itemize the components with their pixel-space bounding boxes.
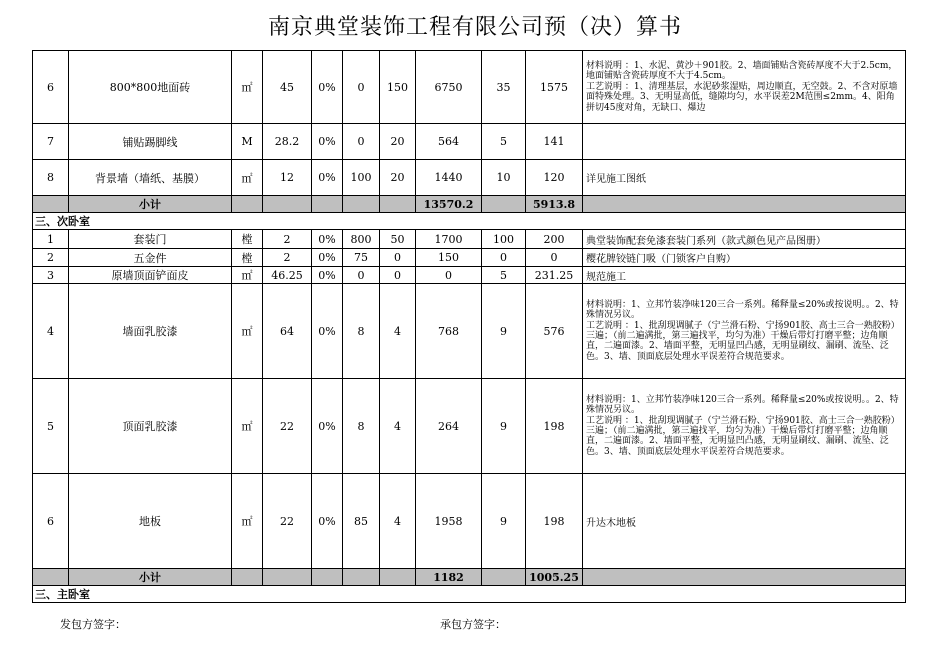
cell-labor-total: 141 <box>526 124 583 160</box>
cell-note: 典堂装饰配套免漆套装门系列（款式颜色见产品图册） <box>583 230 906 249</box>
cell-loss: 0% <box>312 267 343 284</box>
cell-unit-price: 50 <box>380 230 416 249</box>
section-header <box>33 586 906 603</box>
cell-note: 材料说明：1、立邦竹装净味120三合一系列。稀释量≤20%或按说明。。2、特殊情况另议。 工艺说明 ：1、批刮现调腻子（宁兰滑石粉、宁扬901胶、高士三合一熟胶粉）三遍；（前二遍满批，第三遍找平，均匀为准）干燥后带灯打磨平整；边角顺直，二遍面漆。2、墙面平整，无明显凹凸感，无明显刷纹、漏刷、流坠、泛色。3、墙、顶面底层处理水平误差符合规范要求。 <box>583 379 906 474</box>
cell-unit-price: 20 <box>380 160 416 196</box>
cell-material-price: 0 <box>343 51 380 124</box>
table-row <box>33 284 906 379</box>
table-row <box>33 160 906 196</box>
cell-note: 规范施工 <box>583 267 906 284</box>
subtotal-total: 13570.2 <box>416 196 482 213</box>
table-row <box>33 267 906 284</box>
budget-table <box>32 50 906 603</box>
cell-item-name: 套装门 <box>69 230 232 249</box>
subtotal-label: 小计 <box>69 569 232 586</box>
cell-no: 6 <box>33 474 69 569</box>
cell-loss: 0% <box>312 160 343 196</box>
cell-unit: ㎡ <box>232 474 263 569</box>
cell-labor-total: 1575 <box>526 51 583 124</box>
cell-no: 5 <box>33 379 69 474</box>
cell-item-name: 铺贴踢脚线 <box>69 124 232 160</box>
cell-loss: 0% <box>312 379 343 474</box>
table-row <box>33 474 906 569</box>
cell-no: 8 <box>33 160 69 196</box>
cell-labor-price: 10 <box>482 160 526 196</box>
cell-unit-price: 150 <box>380 51 416 124</box>
cell-note: 升达木地板 <box>583 474 906 569</box>
cell-quantity: 12 <box>263 160 312 196</box>
cell-total: 564 <box>416 124 482 160</box>
cell-total: 6750 <box>416 51 482 124</box>
cell-unit: ㎡ <box>232 379 263 474</box>
cell-quantity: 28.2 <box>263 124 312 160</box>
cell-labor-total: 200 <box>526 230 583 249</box>
section-title: 三、主卧室 <box>33 586 906 603</box>
cell-item-name: 五金件 <box>69 249 232 267</box>
cell-no: 7 <box>33 124 69 160</box>
cell-material-price: 0 <box>343 267 380 284</box>
cell-unit: M <box>232 124 263 160</box>
cell-labor-price: 100 <box>482 230 526 249</box>
subtotal-labor-total: 5913.8 <box>526 196 583 213</box>
cell-labor-total: 120 <box>526 160 583 196</box>
cell-note <box>583 124 906 160</box>
cell-material-price: 85 <box>343 474 380 569</box>
cell-unit-price: 4 <box>380 284 416 379</box>
cell-note: 樱花牌铰链门吸（门锁客户自购） <box>583 249 906 267</box>
cell-loss: 0% <box>312 124 343 160</box>
table-row <box>33 230 906 249</box>
cell-labor-total: 198 <box>526 379 583 474</box>
cell-unit: ㎡ <box>232 51 263 124</box>
cell-material-price: 800 <box>343 230 380 249</box>
cell-material-price: 75 <box>343 249 380 267</box>
cell-loss: 0% <box>312 474 343 569</box>
party-a-signature: 发包方签字： <box>60 618 126 631</box>
cell-quantity: 2 <box>263 230 312 249</box>
cell-loss: 0% <box>312 230 343 249</box>
cell-labor-price: 35 <box>482 51 526 124</box>
cell-note: 材料说明 ：1、水泥、黄沙＋901胶。2、墙面铺贴含瓷砖厚度不大于2.5cm，地面铺贴含瓷砖厚度不大于4.5cm。 工艺说明 ：1、清理基层，水泥砂浆湿贴，周边顺直，无空鼓。2、不含对原墙面特殊处理。3、无明显高低，缝隙均匀，水平误差2M范围≤2mm。4、阳角拼切45度对角，无缺口、爆边 <box>583 51 906 124</box>
cell-quantity: 46.25 <box>263 267 312 284</box>
cell-note: 详见施工图纸 <box>583 160 906 196</box>
subtotal-labor-total: 1005.25 <box>526 569 583 586</box>
cell-labor-total: 231.25 <box>526 267 583 284</box>
cell-no: 2 <box>33 249 69 267</box>
cell-material-price: 0 <box>343 124 380 160</box>
subtotal-row <box>33 196 906 213</box>
cell-labor-total: 0 <box>526 249 583 267</box>
cell-unit: 樘 <box>232 230 263 249</box>
document-title: 南京典堂装饰工程有限公司预（决）算书 <box>267 15 682 40</box>
cell-material-price: 100 <box>343 160 380 196</box>
cell-item-name: 800*800地面砖 <box>69 51 232 124</box>
subtotal-label: 小计 <box>69 196 232 213</box>
cell-item-name: 顶面乳胶漆 <box>69 379 232 474</box>
cell-quantity: 64 <box>263 284 312 379</box>
cell-quantity: 22 <box>263 474 312 569</box>
subtotal-total: 1182 <box>416 569 482 586</box>
cell-no: 6 <box>33 51 69 124</box>
cell-unit-price: 0 <box>380 249 416 267</box>
cell-no: 4 <box>33 284 69 379</box>
table-row <box>33 124 906 160</box>
cell-total: 150 <box>416 249 482 267</box>
cell-labor-price: 9 <box>482 284 526 379</box>
cell-total: 1440 <box>416 160 482 196</box>
cell-labor-price: 5 <box>482 267 526 284</box>
cell-no: 1 <box>33 230 69 249</box>
party-b-signature: 承包方签字： <box>440 618 506 631</box>
cell-labor-price: 9 <box>482 474 526 569</box>
cell-quantity: 22 <box>263 379 312 474</box>
cell-labor-total: 198 <box>526 474 583 569</box>
cell-loss: 0% <box>312 284 343 379</box>
section-title: 三、次卧室 <box>33 213 906 230</box>
cell-labor-price: 0 <box>482 249 526 267</box>
cell-loss: 0% <box>312 249 343 267</box>
cell-quantity: 45 <box>263 51 312 124</box>
cell-unit-price: 4 <box>380 379 416 474</box>
cell-unit: 樘 <box>232 249 263 267</box>
cell-unit: ㎡ <box>232 160 263 196</box>
cell-unit: ㎡ <box>232 284 263 379</box>
cell-item-name: 墙面乳胶漆 <box>69 284 232 379</box>
cell-labor-price: 5 <box>482 124 526 160</box>
cell-unit-price: 0 <box>380 267 416 284</box>
cell-item-name: 原墙顶面铲面皮 <box>69 267 232 284</box>
table-row <box>33 379 906 474</box>
cell-item-name: 地板 <box>69 474 232 569</box>
cell-labor-price: 9 <box>482 379 526 474</box>
cell-material-price: 8 <box>343 379 380 474</box>
cell-item-name: 背景墙（墙纸、基膜） <box>69 160 232 196</box>
cell-total: 1958 <box>416 474 482 569</box>
cell-unit-price: 4 <box>380 474 416 569</box>
cell-total: 0 <box>416 267 482 284</box>
cell-unit-price: 20 <box>380 124 416 160</box>
cell-labor-total: 576 <box>526 284 583 379</box>
table-row <box>33 249 906 267</box>
cell-note: 材料说明：1、立邦竹装净味120三合一系列。稀释量≤20%或按说明。。2、特殊情况另议。 工艺说明 ：1、批刮现调腻子（宁兰滑石粉、宁扬901胶、高士三合一熟胶粉）三遍；（前二遍满批，第三遍找平，均匀为准）干燥后带灯打磨平整；边角顺直，二遍面漆。2、墙面平整，无明显凹凸感，无明显刷纹、漏刷、流坠、泛色。3、墙、顶面底层处理水平误差符合规范要求。 <box>583 284 906 379</box>
cell-quantity: 2 <box>263 249 312 267</box>
cell-no: 3 <box>33 267 69 284</box>
cell-total: 264 <box>416 379 482 474</box>
cell-material-price: 8 <box>343 284 380 379</box>
cell-total: 768 <box>416 284 482 379</box>
cell-total: 1700 <box>416 230 482 249</box>
subtotal-row <box>33 569 906 586</box>
cell-loss: 0% <box>312 51 343 124</box>
cell-unit: ㎡ <box>232 267 263 284</box>
table-row <box>33 51 906 124</box>
section-header <box>33 213 906 230</box>
